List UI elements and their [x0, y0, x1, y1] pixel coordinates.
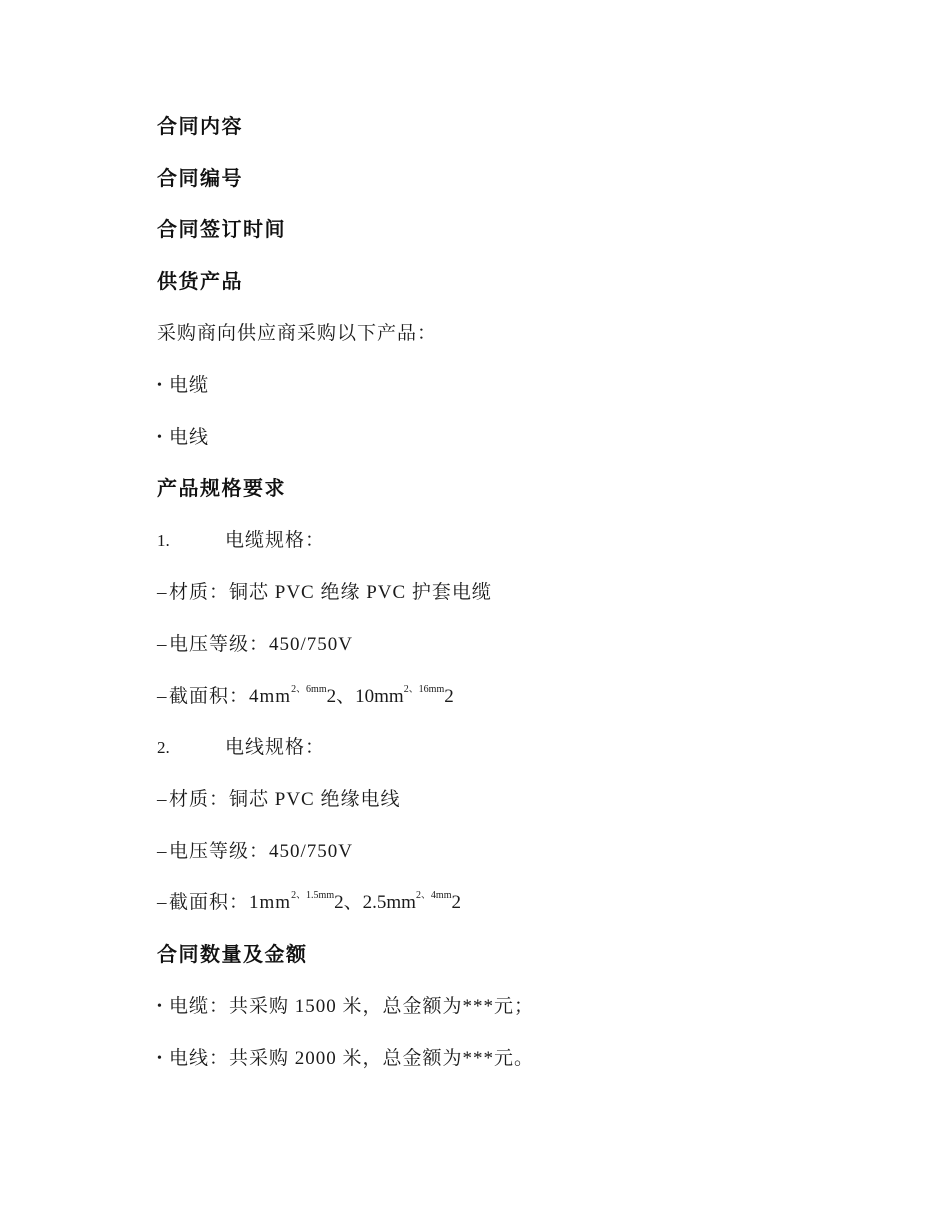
dash-marker: –: [157, 841, 167, 862]
intro-text: 采购商向供应商采购以下产品：: [157, 323, 438, 344]
quantity-text: 电线：共采购 2000 米，总金额为***元。: [169, 1048, 535, 1069]
heading-contract-content: 合同内容: [157, 116, 243, 138]
wire-cross-section: [157, 890, 461, 916]
spec-text: 2、10mm: [326, 686, 404, 707]
superscript-text: 2、1.5mm: [291, 890, 335, 901]
product-label: 电缆: [169, 375, 210, 396]
dash-marker: –: [157, 582, 167, 603]
product-item-wire: [157, 425, 209, 451]
heading-contract-number: 合同编号: [157, 168, 243, 190]
dash-marker: –: [157, 686, 167, 707]
spec-text: 材质：铜芯 PVC 绝缘电线: [169, 789, 401, 810]
heading-quantity-amount: 合同数量及金额: [157, 944, 308, 966]
quantity-text: 电缆：共采购 1500 米，总金额为***元；: [169, 996, 535, 1017]
quantity-item-cable: [157, 994, 534, 1020]
heading-supply-products: 供货产品: [157, 271, 243, 293]
spec-text: 2: [451, 892, 461, 913]
spec-text: 电压等级：450/750V: [169, 841, 354, 862]
heading-product-specs: 产品规格要求: [157, 478, 286, 500]
spec-text: 2、2.5mm: [334, 892, 416, 913]
cable-voltage: [157, 632, 353, 658]
list-number: 1.: [157, 531, 170, 550]
wire-voltage: [157, 839, 353, 865]
product-label: 电线: [169, 427, 210, 448]
dash-marker: –: [157, 634, 167, 655]
spec-text: 2: [444, 686, 454, 707]
superscript-text: 2、16mm: [403, 684, 445, 695]
bullet-marker: •: [157, 378, 162, 393]
spec-text: 截面积：4mm: [169, 686, 292, 707]
dash-marker: –: [157, 789, 167, 810]
bullet-marker: •: [157, 430, 162, 445]
product-item-cable: [157, 373, 209, 399]
cable-cross-section: [157, 684, 454, 710]
bullet-marker: •: [157, 1051, 162, 1066]
spec-title: 电缆规格：: [225, 530, 326, 551]
spec-title: 电线规格：: [225, 737, 326, 758]
quantity-item-wire: [157, 1046, 534, 1072]
cable-material: [157, 580, 492, 606]
list-number: 2.: [157, 738, 170, 757]
cable-spec-title: [157, 528, 325, 554]
spec-text: 截面积：1mm: [169, 892, 292, 913]
spec-text: 电压等级：450/750V: [169, 634, 354, 655]
superscript-text: 2、6mm: [291, 684, 327, 695]
dash-marker: –: [157, 892, 167, 913]
wire-material: [157, 787, 400, 813]
bullet-marker: •: [157, 999, 162, 1014]
superscript-text: 2、4mm: [415, 890, 452, 901]
spec-text: 材质：铜芯 PVC 绝缘 PVC 护套电缆: [169, 582, 492, 603]
heading-signing-time: 合同签订时间: [157, 219, 286, 241]
wire-spec-title: [157, 735, 325, 761]
